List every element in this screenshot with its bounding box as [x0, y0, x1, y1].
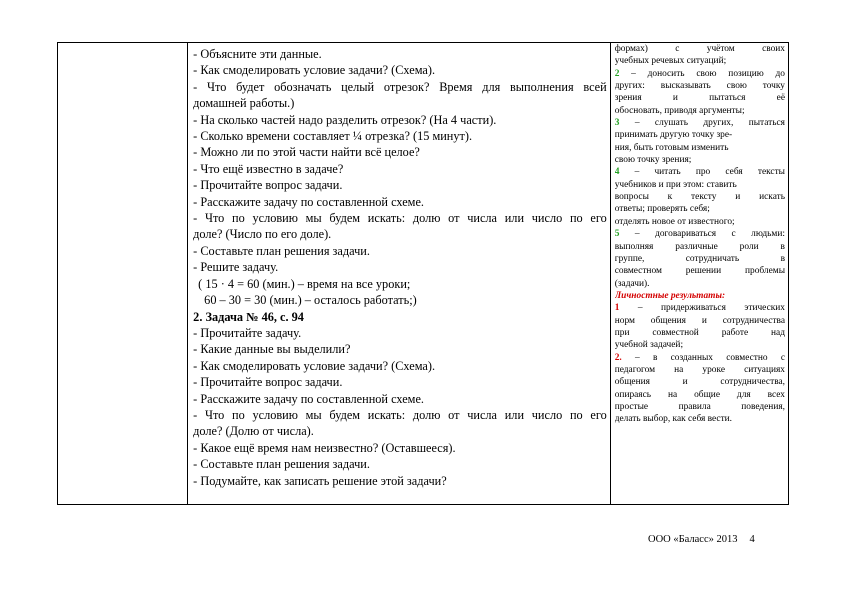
activity-line: доле? (Число по его доле). [193, 227, 332, 242]
activity-line: - Что по условию мы будем искать: долю от числа или число по его [193, 407, 607, 422]
result-line [615, 389, 785, 401]
activity-line: - Какие данные вы выделили? [193, 342, 351, 357]
result-item-number: 4 [614, 167, 620, 178]
result-line-text: других: высказывать свою точку [614, 81, 785, 92]
table-row [58, 43, 789, 505]
activity-line: - Что по условию мы будем искать: долю от числа или число по его [193, 211, 607, 226]
page-number: 4 [749, 534, 755, 545]
result-line [615, 364, 785, 376]
result-line-text: – в созданных совместно с [621, 352, 785, 363]
result-line-text: ответы; проверять себя; [614, 204, 710, 215]
teacher-activity-text [188, 43, 610, 489]
activity-line: - Как смоделировать условие задачи? (Схема). [193, 358, 436, 373]
result-line-text: свою точку зрения; [614, 155, 692, 166]
activity-line: - Сколько времени составляет ¼ отрезка? (15 минут). [193, 129, 473, 144]
result-line-text: Личностные результаты: [614, 290, 726, 301]
result-line [615, 129, 785, 141]
page-footer [648, 534, 755, 545]
publisher-label: ООО «Баласс» 2013 [648, 534, 738, 545]
result-line [615, 302, 785, 314]
result-line-text: зрения и пытаться её [614, 93, 785, 104]
result-line [615, 352, 785, 364]
result-line [615, 117, 785, 129]
result-line [615, 216, 785, 228]
result-line [615, 191, 785, 203]
activity-line: - Какое ещё время нам неизвестно? (Оставшееся). [193, 440, 456, 455]
result-line [615, 179, 785, 191]
result-item-number: 5 [614, 229, 620, 240]
activity-line: домашней работы.) [193, 96, 295, 111]
result-line [615, 339, 785, 351]
activity-line: 60 – 30 = 30 (мин.) – осталось работать;) [204, 293, 417, 308]
activity-line: - Как смоделировать условие задачи? (Схема). [193, 63, 436, 78]
result-line [615, 265, 785, 277]
result-line [615, 43, 785, 55]
result-line-text: простые правила поведения, [614, 401, 785, 412]
activity-line: - Прочитайте вопрос задачи. [193, 375, 343, 390]
result-line-text: учебной задачей; [614, 340, 684, 351]
result-line-text: норм общения и сотрудничества [614, 315, 785, 326]
result-line [615, 55, 785, 67]
result-line [615, 278, 785, 290]
teacher-activity-cell [188, 43, 611, 505]
result-line [615, 241, 785, 253]
result-line [615, 315, 785, 327]
result-line [615, 413, 785, 425]
activity-line: 2. Задача № 46, с. 94 [193, 309, 304, 324]
learning-results-text [611, 43, 788, 426]
result-line-text: учебных речевых ситуаций; [614, 56, 727, 67]
result-line-text: учебников и при этом: ставить [614, 179, 737, 190]
result-line-text: – слушать других, пытаться [619, 118, 785, 129]
activity-line: - Объясните эти данные. [193, 47, 322, 61]
result-line [615, 376, 785, 388]
activity-line: - Что ещё известно в задаче? [193, 161, 344, 176]
activity-line: - Можно ли по этой части найти всё целое? [193, 145, 420, 160]
result-line [615, 166, 785, 178]
result-line [615, 105, 785, 117]
activity-line: - Составьте план решения задачи. [193, 457, 370, 472]
result-line-text: (задачи). [614, 278, 650, 289]
result-line-text: формах) с учётом своих [614, 44, 785, 54]
result-line [615, 80, 785, 92]
result-line-text: педагогом на уроке ситуациях [614, 364, 785, 375]
result-item-number: 2. [614, 352, 622, 363]
result-line-text: ния, быть готовым изменить [614, 142, 729, 153]
activity-line: - На сколько частей надо разделить отрезок? (На 4 части). [193, 112, 497, 127]
result-line-text: принимать другую точку зре- [614, 130, 733, 141]
result-line-text: – доносить свою позицию до [619, 68, 785, 79]
activity-line: доле? (Долю от числа). [193, 424, 314, 439]
activity-line: - Расскажите задачу по составленной схеме. [193, 391, 424, 406]
result-line-text: – читать про себя тексты [619, 167, 785, 178]
result-line-text: – придерживаться этических [619, 303, 785, 314]
activity-line: - Что будет обозначать целый отрезок? Время для выполнения всей [193, 79, 607, 94]
activity-line: - Прочитайте задачу. [193, 325, 302, 340]
lesson-table [57, 42, 789, 505]
activity-line: - Расскажите задачу по составленной схеме. [193, 194, 424, 209]
result-line [615, 253, 785, 265]
activity-line: - Решите задачу. [193, 260, 279, 275]
result-line [615, 228, 785, 240]
result-line-text: при совместной работе над [614, 327, 785, 338]
result-line-text: выполняя различные роли в [614, 241, 785, 252]
result-line-text: общения и сотрудничества, [614, 377, 785, 388]
result-item-number: 1 [614, 303, 620, 314]
result-line [615, 203, 785, 215]
learning-results-cell [610, 43, 788, 505]
result-line [615, 142, 785, 154]
result-line [615, 92, 785, 104]
result-line-text: группе, сотрудничать в [614, 253, 785, 264]
result-line-text: обосновать, приводя аргументы; [614, 105, 745, 116]
result-line-text: вопросы к тексту и искать [614, 192, 785, 203]
result-line-text: делать выбор, как себя вести. [614, 414, 733, 425]
result-line-text: опираясь на общие для всех [614, 389, 785, 400]
activity-line: ( 15 · 4 = 60 (мин.) – время на все уроки; [198, 276, 411, 291]
result-line [615, 290, 785, 302]
result-line-text: отделять новое от известного; [614, 216, 735, 227]
activity-line: - Прочитайте вопрос задачи. [193, 178, 343, 193]
result-line [615, 154, 785, 166]
result-line [615, 327, 785, 339]
result-item-number: 3 [614, 118, 620, 129]
activity-line: - Подумайте, как записать решение этой задачи? [193, 473, 447, 488]
stage-cell [58, 43, 188, 505]
activity-line: - Составьте план решения задачи. [193, 243, 370, 258]
result-item-number: 2 [614, 68, 620, 79]
result-line [615, 401, 785, 413]
result-line-text: совместном решении проблемы [614, 266, 785, 277]
result-line-text: – договариваться с людьми: [619, 229, 785, 240]
result-line [615, 68, 785, 80]
